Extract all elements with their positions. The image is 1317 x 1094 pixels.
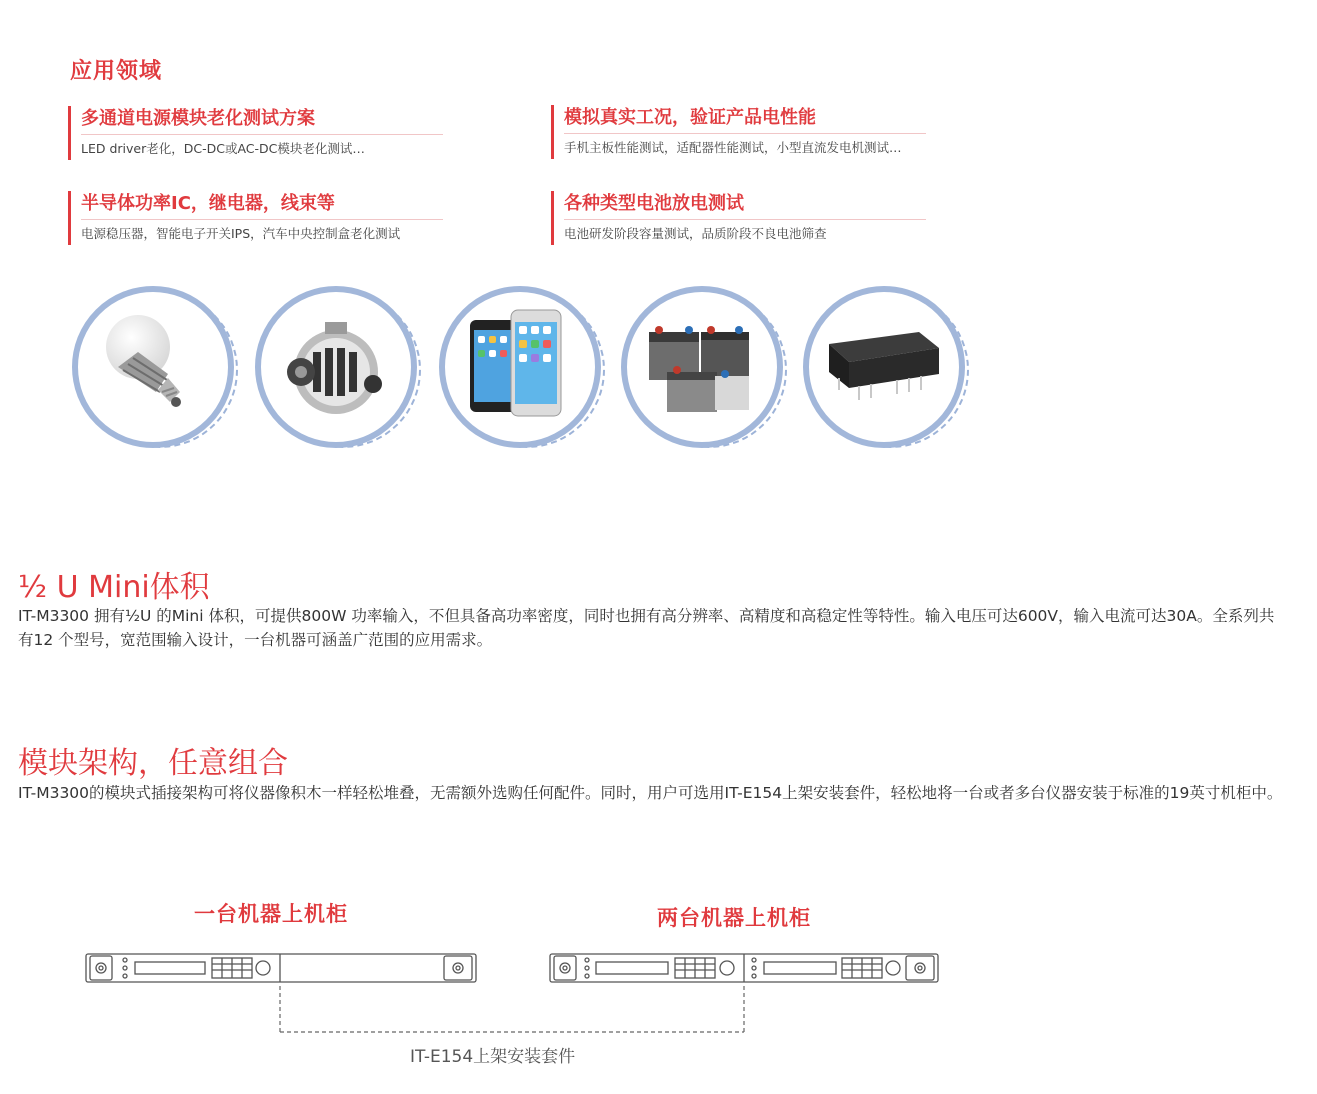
batteries-image: [621, 286, 791, 456]
mounting-kit-bracket: [280, 986, 744, 1032]
smartphones-image: [439, 286, 609, 456]
field-multichannel: [68, 106, 443, 160]
field-semiconductor: [68, 191, 443, 245]
field-battery: [551, 191, 926, 245]
power-module-icon: [809, 292, 959, 442]
alternator-image: [255, 286, 425, 456]
field-simulation: [551, 105, 926, 159]
power-module-image: [803, 286, 973, 456]
field-desc: 手机主板性能测试，适配器性能测试，小型直流发电机测试…: [564, 140, 902, 155]
field-heading: 各种类型电池放电测试: [564, 191, 926, 220]
double-rack-instruments: [550, 954, 938, 982]
field-heading: 多通道电源模块老化测试方案: [81, 106, 443, 135]
mini-volume-title: ½ U Mini体积: [18, 570, 210, 605]
led-bulb-image: [72, 286, 242, 456]
modular-text: IT-M3300的模块式插接架构可将仪器像积木一样轻松堆叠，无需额外选购任何配件。同时，用户可选用IT-E154上架安装套件，轻松地将一台或者多台仪器安装于标准的19英寸机柜中。: [18, 784, 1283, 802]
led-bulb-icon: [78, 292, 228, 442]
rack-diagram: [80, 946, 950, 1036]
field-desc: LED driver老化，DC-DC或AC-DC模块老化测试…: [81, 141, 365, 156]
double-rack-label: 两台机器上机柜: [657, 906, 811, 930]
field-heading: 模拟真实工况，验证产品电性能: [564, 105, 926, 134]
modular-title: 模块架构，任意组合: [18, 746, 288, 781]
mounting-kit-label: IT-E154上架安装套件: [410, 1047, 576, 1067]
field-desc: 电源稳压器，智能电子开关IPS，汽车中央控制盒老化测试: [81, 226, 401, 241]
field-desc: 电池研发阶段容量测试，品质阶段不良电池筛查: [564, 226, 827, 241]
smartphone-icon: [445, 292, 595, 442]
mini-volume-text: IT-M3300 拥有½U 的Mini 体积，可提供800W 功率输入，不但具备高功率密度，同时也拥有高分辨率、高精度和高稳定性等特性。输入电压可达600V，输入电流可达30A。全系列共有12 个型号，宽范围输入设计，一台机器可涵盖广范围的应用需求。: [18, 607, 1275, 649]
battery-icon: [627, 292, 777, 442]
applications-title: 应用领域: [70, 59, 163, 84]
single-rack-instrument: [86, 954, 476, 982]
single-rack-label: 一台机器上机柜: [194, 902, 348, 926]
field-heading: 半导体功率IC，继电器，线束等: [81, 191, 443, 220]
alternator-icon: [261, 292, 411, 442]
